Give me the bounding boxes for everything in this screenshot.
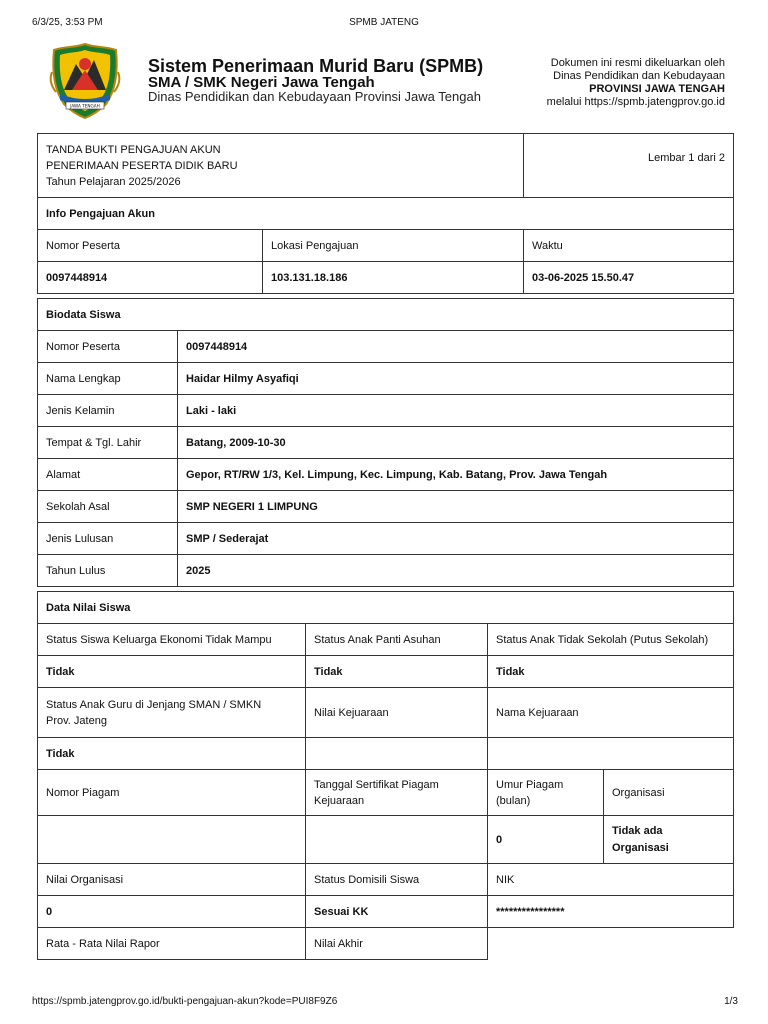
anak-guru-label-line: Status Anak Guru di Jenjang SMAN / SMKN [46, 698, 262, 711]
nik-label: NIK [488, 864, 734, 896]
info-value: 0097448914 [38, 262, 263, 294]
tgl-piagam-label-line: Tanggal Sertifikat Piagam [314, 778, 439, 791]
print-datetime: 6/3/25, 3:53 PM [32, 17, 103, 28]
biodata-label: Jenis Lulusan [38, 523, 178, 555]
nama-kejuaraan-value [488, 738, 734, 770]
receipt-header-table [37, 133, 734, 198]
tgl-piagam-value [306, 816, 488, 864]
official-note-line: Dokumen ini resmi dikeluarkan oleh [550, 57, 725, 69]
biodata-label: Tahun Lulus [38, 555, 178, 587]
receipt-title [38, 134, 524, 198]
ekonomi-label: Status Siswa Keluarga Ekonomi Tidak Mampu [38, 624, 306, 656]
anak-guru-label [38, 688, 306, 738]
official-note-line: Dinas Pendidikan dan Kebudayaan [553, 70, 725, 82]
info-heading: Info Pengajuan Akun [38, 198, 734, 230]
biodata-value: SMP / Sederajat [178, 523, 734, 555]
ekonomi-value: Tidak [38, 656, 306, 688]
biodata-value: 0097448914 [178, 331, 734, 363]
kejuaraan-label: Nilai Kejuaraan [306, 688, 488, 738]
print-title: SPMB JATENG [349, 17, 419, 28]
organisasi-label: Organisasi [604, 770, 734, 816]
organisasi-value-line: Organisasi [612, 841, 669, 854]
putus-sekolah-value: Tidak [488, 656, 734, 688]
tgl-piagam-label-line: Kejuaraan [314, 794, 365, 807]
umur-piagam-label-line: Umur Piagam [496, 778, 564, 791]
info-value: 03-06-2025 15.50.47 [524, 262, 734, 294]
info-value: 103.131.18.186 [263, 262, 524, 294]
receipt-year: Tahun Pelajaran 2025/2026 [46, 175, 181, 188]
rapor-label: Rata - Rata Nilai Rapor [38, 928, 306, 960]
logo-banner-text: JAWA TENGAH [70, 103, 100, 109]
kejuaraan-value [306, 738, 488, 770]
receipt-title-line: TANDA BUKTI PENGAJUAN AKUN [46, 143, 221, 156]
receipt-title-line: PENERIMAAN PESERTA DIDIK BARU [46, 159, 238, 172]
biodata-label: Tempat & Tgl. Lahir [38, 427, 178, 459]
biodata-label: Sekolah Asal [38, 491, 178, 523]
biodata-label: Alamat [38, 459, 178, 491]
anak-guru-label-line: Prov. Jateng [46, 714, 107, 727]
department-name: Dinas Pendidikan dan Kebudayaan Provinsi Jawa Tengah [148, 89, 481, 104]
biodata-value: Gepor, RT/RW 1/3, Kel. Limpung, Kec. Limpung, Kab. Batang, Prov. Jawa Tengah [178, 459, 734, 491]
nilai-table [37, 591, 734, 928]
official-note-url: melalui https://spmb.jatengprov.go.id [546, 96, 725, 108]
official-note-province: PROVINSI JAWA TENGAH [589, 83, 725, 95]
domisili-label: Status Domisili Siswa [306, 864, 488, 896]
organisasi-value-line: Tidak ada [612, 824, 663, 837]
nilai-rapor-table [37, 927, 488, 960]
info-label: Nomor Peserta [38, 230, 263, 262]
nilai-organisasi-label: Nilai Organisasi [38, 864, 306, 896]
biodata-value: Laki - laki [178, 395, 734, 427]
anak-guru-value: Tidak [38, 738, 306, 770]
umur-piagam-label-line: (bulan) [496, 794, 531, 807]
biodata-label: Nama Lengkap [38, 363, 178, 395]
domisili-value: Sesuai KK [306, 896, 488, 928]
tgl-piagam-label [306, 770, 488, 816]
nilai-organisasi-value: 0 [38, 896, 306, 928]
biodata-heading: Biodata Siswa [38, 299, 734, 331]
biodata-label: Nomor Peserta [38, 331, 178, 363]
putus-sekolah-label: Status Anak Tidak Sekolah (Putus Sekolah) [488, 624, 734, 656]
nik-value: **************** [488, 896, 734, 928]
panti-label: Status Anak Panti Asuhan [306, 624, 488, 656]
biodata-label: Jenis Kelamin [38, 395, 178, 427]
nilai-akhir-label: Nilai Akhir [306, 928, 488, 960]
system-subtitle: SMA / SMK Negeri Jawa Tengah [148, 74, 375, 91]
sheet-number: Lembar 1 dari 2 [524, 134, 734, 198]
umur-piagam-label [488, 770, 604, 816]
biodata-table [37, 298, 734, 587]
biodata-value: Batang, 2009-10-30 [178, 427, 734, 459]
footer-page: 1/3 [724, 996, 738, 1007]
info-table [37, 197, 734, 294]
info-label: Lokasi Pengajuan [263, 230, 524, 262]
organisasi-value [604, 816, 734, 864]
system-title: Sistem Penerimaan Murid Baru (SPMB) [148, 56, 484, 76]
piagam-value [38, 816, 306, 864]
biodata-value: Haidar Hilmy Asyafiqi [178, 363, 734, 395]
umur-piagam-value: 0 [488, 816, 604, 864]
panti-value: Tidak [306, 656, 488, 688]
info-label: Waktu [524, 230, 734, 262]
nama-kejuaraan-label: Nama Kejuaraan [488, 688, 734, 738]
jawa-tengah-logo [46, 42, 124, 120]
official-note [547, 57, 725, 109]
biodata-value: 2025 [178, 555, 734, 587]
footer-url: https://spmb.jatengprov.go.id/bukti-pengajuan-akun?kode=PUI8F9Z6 [32, 996, 338, 1007]
piagam-label: Nomor Piagam [38, 770, 306, 816]
biodata-value: SMP NEGERI 1 LIMPUNG [178, 491, 734, 523]
nilai-heading: Data Nilai Siswa [38, 592, 734, 624]
